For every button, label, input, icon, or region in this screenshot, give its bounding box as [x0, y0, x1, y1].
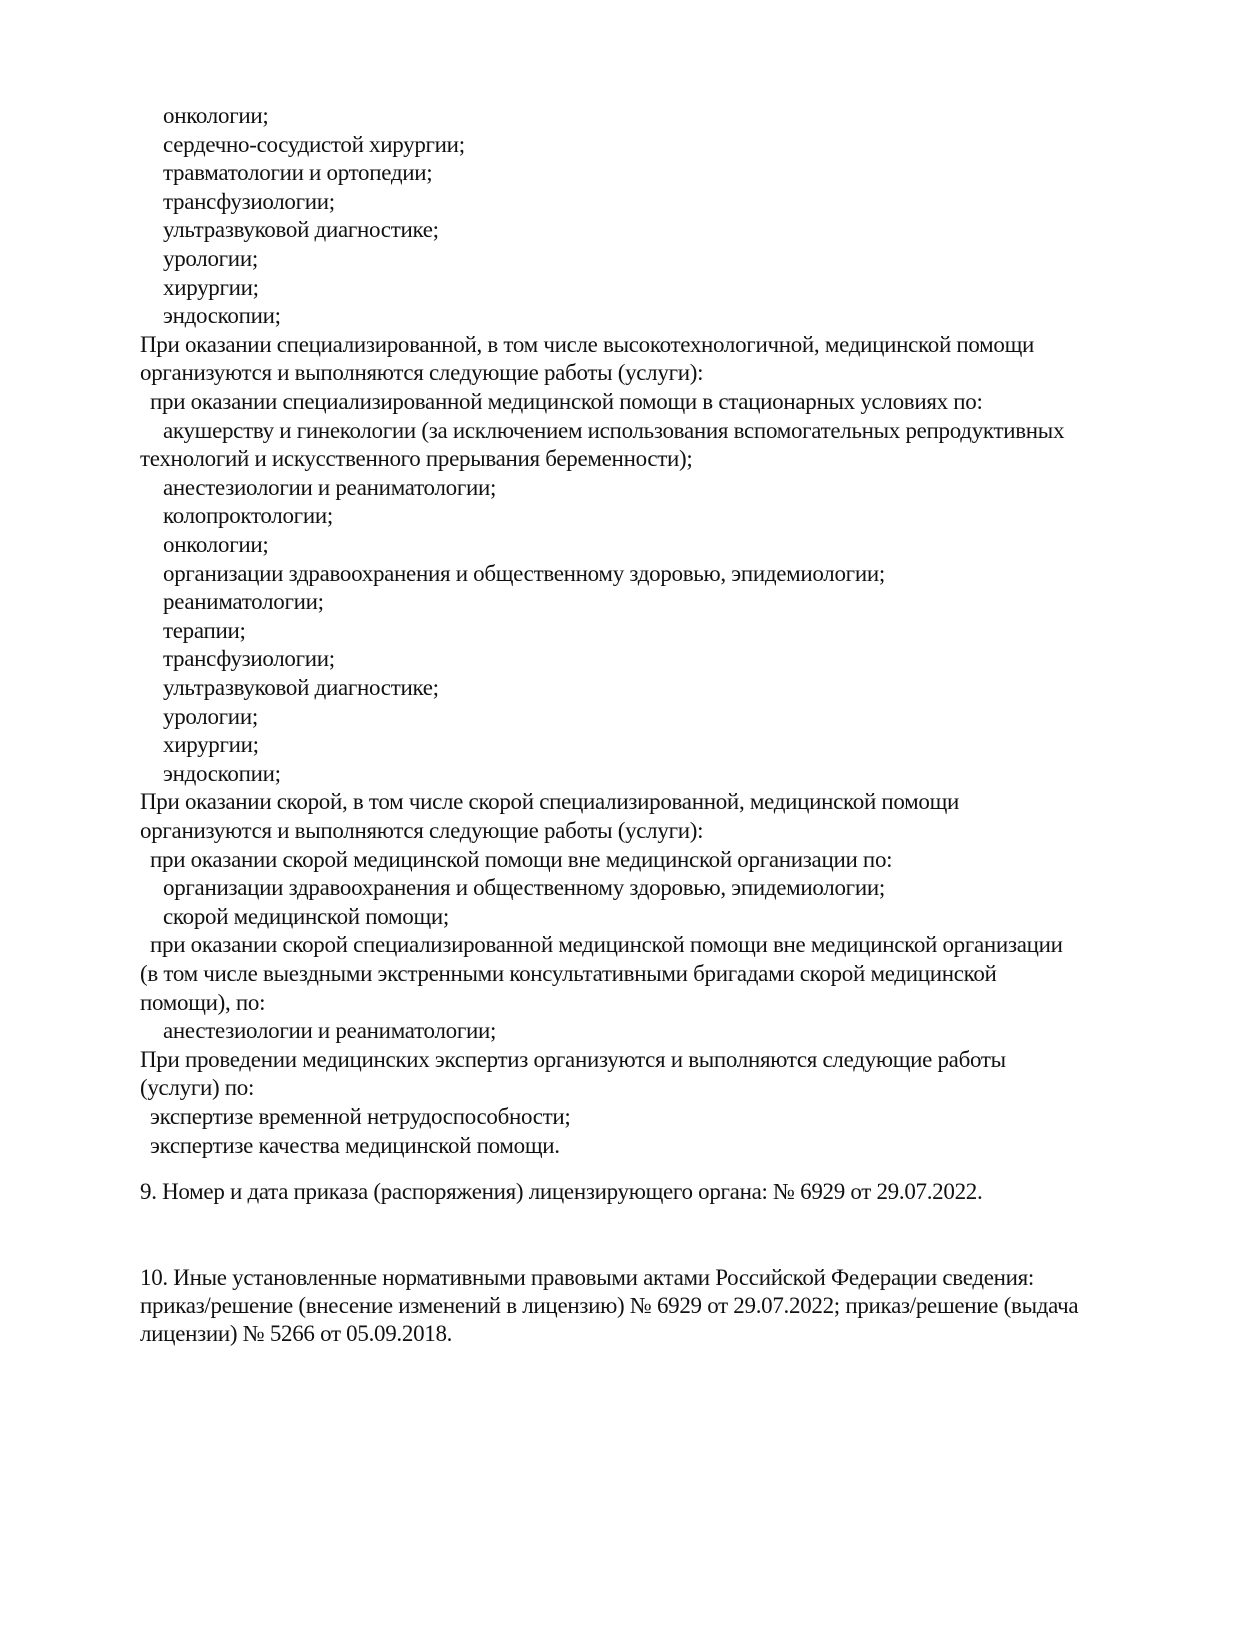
document-line: колопроктологии; — [163, 503, 333, 529]
document-line: экспертизе качества медицинской помощи. — [150, 1132, 560, 1158]
document-line: анестезиологии и реаниматологии; — [163, 1018, 497, 1044]
document-line: организации здравоохранения и общественному здоровью, эпидемиологии; — [163, 560, 885, 586]
document-line: хирургии; — [163, 274, 259, 300]
document-line: реаниматологии; — [163, 589, 324, 615]
document-line: онкологии; — [163, 532, 269, 557]
document-line: анестезиологии и реаниматологии; — [163, 474, 497, 500]
document-line: хирургии; — [163, 732, 259, 758]
section-9: 9. Номер и дата приказа (распоряжения) лицензирующего органа: № 6929 от 29.07.2022. — [140, 1179, 983, 1204]
document-line: онкологии; — [163, 103, 269, 128]
document-line: эндоскопии; — [163, 760, 281, 786]
document-line: при оказании скорой медицинской помощи вне медицинской организации по: — [150, 846, 893, 872]
document-line: организуются и выполняются следующие работы (услуги): — [140, 818, 704, 843]
document-line: экспертизе временной нетрудоспособности; — [150, 1104, 571, 1129]
document-line: урологии; — [163, 246, 258, 271]
document-line: помощи), по: — [140, 989, 266, 1015]
document-line: При оказании специализированной, в том числе высокотехнологичной, медицинской помощи — [140, 331, 1035, 357]
document-line: (услуги) по: — [140, 1075, 255, 1101]
document-line: ультразвуковой диагностике; — [163, 217, 439, 243]
section-10-line: приказ/решение (внесение изменений в лицензию) № 6929 от 29.07.2022; приказ/решение (выдача — [140, 1293, 1079, 1318]
document-line: травматологии и ортопедии; — [163, 160, 433, 186]
document-line: трансфузиологии; — [163, 646, 335, 672]
document-line: При проведении медицинских экспертиз организуются и выполняются следующие работы — [140, 1046, 1006, 1072]
document-line: организации здравоохранения и общественному здоровью, эпидемиологии; — [163, 875, 885, 901]
document-line: При оказании скорой, в том числе скорой специализированной, медицинской помощи — [140, 789, 960, 815]
document-line: трансфузиологии; — [163, 188, 335, 214]
document-line: акушерству и гинекологии (за исключением использования вспомогательных репродуктивных — [163, 417, 1065, 443]
document-line: скорой медицинской помощи; — [163, 903, 449, 929]
document-line: терапии; — [163, 617, 246, 643]
document-line: при оказании специализированной медицинской помощи в стационарных условиях по: — [150, 389, 983, 414]
document-line: сердечно-сосудистой хирургии; — [163, 131, 465, 157]
document-line: ультразвуковой диагностике; — [163, 675, 439, 700]
section-10-line: 10. Иные установленные нормативными правовыми актами Российской Федерации сведения: — [140, 1265, 1035, 1290]
section-10-line: лицензии) № 5266 от 05.09.2018. — [140, 1321, 453, 1346]
document-line: урологии; — [163, 703, 258, 729]
document-line: при оказании скорой специализированной медицинской помощи вне медицинской организации — [150, 932, 1063, 958]
document-line: технологий и искусственного прерывания беременности); — [140, 446, 693, 472]
document-line: организуются и выполняются следующие работы (услуги): — [140, 360, 704, 386]
document-line: (в том числе выездными экстренными консультативными бригадами скорой медицинской — [140, 961, 997, 986]
document-line: эндоскопии; — [163, 303, 281, 329]
